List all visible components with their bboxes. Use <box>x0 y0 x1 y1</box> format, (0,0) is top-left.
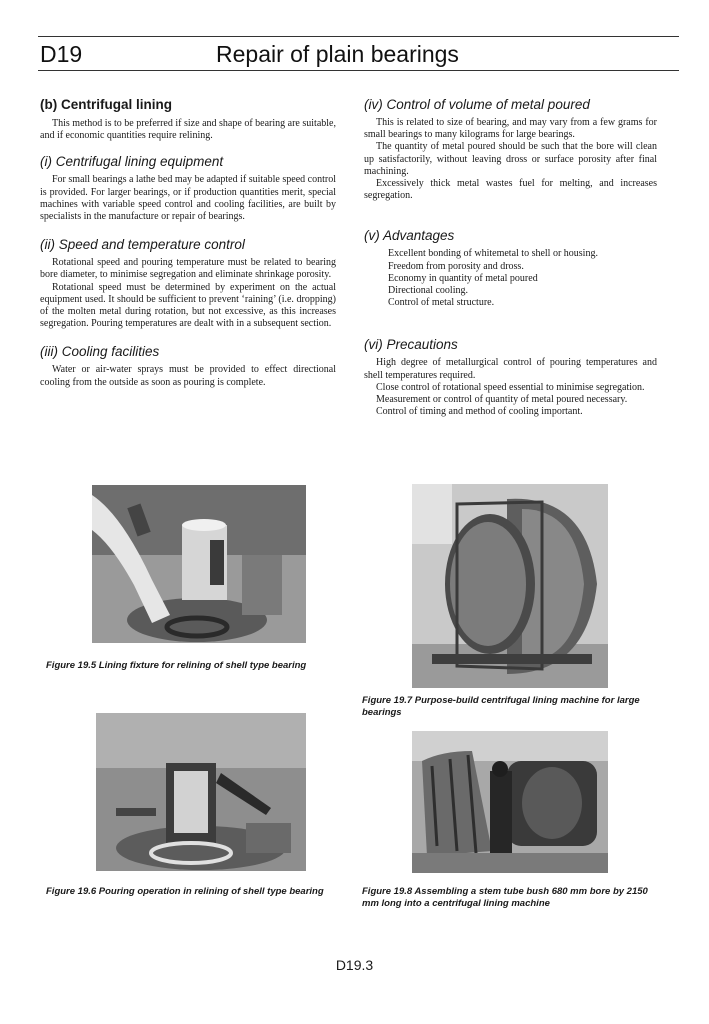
right-column <box>364 97 657 418</box>
figure-19-7-photo <box>412 484 608 688</box>
section-ii-text-1: Rotational speed and pouring temperature must be related to bearing bore diameter, to minimise segregation and eliminate shrinkage porosity. <box>40 257 336 281</box>
section-vi-text-4: Control of timing and method of cooling important. <box>376 406 583 418</box>
chapter-code: D19 <box>40 41 83 67</box>
figure-19-8-photo <box>412 731 608 873</box>
section-vi-text-1: High degree of metallurgical control of pouring temperatures and shell temperatures required. <box>364 357 657 381</box>
section-iii-text: Water or air-water sprays must be provided to effect directional cooling from the outside as soon as pouring is complete. <box>40 364 336 388</box>
section-i-text: For small bearings a lathe bed may be adapted if suitable speed control is provided. For larger bearings, or if production quantities merit, special machines with variable speed control and cooling facilities, are built by specialists in the manufacture or repair of bearings. <box>40 174 336 223</box>
page-title: Repair of plain bearings <box>216 41 459 67</box>
figure-19-5-caption: Figure 19.5 Lining fixture for relining of shell type bearing <box>46 660 307 671</box>
advantage-item: Control of metal structure. <box>388 297 495 309</box>
advantage-item: Economy in quantity of metal poured <box>388 272 538 284</box>
section-vi-text-2: Close control of rotational speed essential to minimise segregation. <box>376 381 645 393</box>
page-number: D19.3 <box>335 957 374 973</box>
figure-19-6-photo <box>96 713 306 871</box>
figure-19-8-caption: Figure 19.8 Assembling a stem tube bush 680 mm bore by 2150 mm long into a centrifugal lining machine <box>362 886 648 909</box>
section-vi-heading: (vi) Precautions <box>364 337 458 353</box>
advantage-item: Directional cooling. <box>388 285 468 297</box>
figure-19-5-photo <box>92 485 306 643</box>
centrifugal-machine-illustration <box>412 484 608 688</box>
lining-fixture-illustration <box>92 485 306 643</box>
figure-19-7-caption: Figure 19.7 Purpose-build centrifugal lining machine for large bearings <box>362 695 640 718</box>
section-v-heading: (v) Advantages <box>364 228 455 244</box>
section-iv-text-2: The quantity of metal poured should be such that the bore will clean up satisfactorily, without leaving dross or surface porosity after final machining. <box>364 141 657 177</box>
section-iv-text-3: Excessively thick metal wastes fuel for melting, and increases segregation. <box>364 178 657 202</box>
advantage-item: Freedom from porosity and dross. <box>388 260 524 272</box>
section-ii-heading: (ii) Speed and temperature control <box>40 237 245 253</box>
section-i-heading: (i) Centrifugal lining equipment <box>40 154 224 170</box>
section-iv-heading: (iv) Control of volume of metal poured <box>364 97 590 112</box>
left-column <box>40 97 336 389</box>
header-rule-bottom <box>38 70 679 71</box>
stem-tube-assembly-illustration <box>412 731 608 873</box>
section-iv-text-1: This is related to size of bearing, and may vary from a few grams for small bearings to many kilograms for large bearings. <box>364 117 657 141</box>
figure-19-6-caption: Figure 19.6 Pouring operation in relining of shell type bearing <box>46 886 324 897</box>
section-vi-text-3: Measurement or control of quantity of metal poured necessary. <box>376 394 628 406</box>
header-rule-top <box>38 36 679 37</box>
pouring-operation-illustration <box>96 713 306 871</box>
section-b-text: This method is to be preferred if size and shape of bearing are suitable, and if economic quantities require relining. <box>40 118 336 142</box>
section-iii-heading: (iii) Cooling facilities <box>40 344 160 360</box>
section-ii-text-2: Rotational speed must be determined by experiment on the actual equipment used. It should be sufficient to prevent ‘raining’ (i.e. dropping) of the molten metal during rotation, but not excessive, as this increases segregation. Pouring temperatures are dealt with in a subsequent section. <box>40 281 336 330</box>
section-b-heading: (b) Centrifugal lining <box>40 97 172 112</box>
advantage-item: Excellent bonding of whitemetal to shell or housing. <box>388 248 598 260</box>
